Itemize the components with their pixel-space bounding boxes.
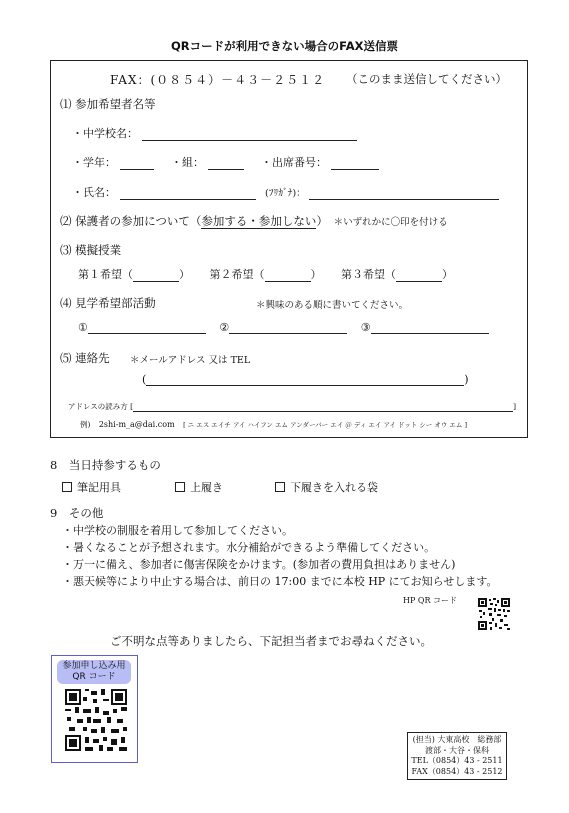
choice1-label: 第１希望（	[78, 268, 133, 281]
choice1-field[interactable]	[133, 269, 179, 282]
grade-label: ・学年：	[72, 156, 116, 169]
school-row	[72, 125, 357, 141]
name-row	[72, 184, 499, 200]
item-1	[62, 479, 121, 495]
example-row	[80, 419, 467, 430]
reading-row	[68, 401, 516, 412]
club2-field[interactable]	[229, 321, 347, 334]
hp-qr-code-icon[interactable]	[478, 598, 510, 630]
reading-close: ]	[513, 402, 517, 411]
choice3-close: ）	[442, 268, 453, 281]
choice3-label: 第３希望（	[341, 268, 396, 281]
item-2	[175, 479, 223, 495]
checkbox-icon[interactable]	[175, 482, 185, 492]
page-title: QRコードが利用できない場合のFAX送信票	[171, 39, 398, 53]
apply-qr-label-line2: QR コード	[72, 672, 116, 682]
contact-line-2: 渡部・大谷・保科	[425, 745, 489, 755]
club-choices-row	[78, 321, 489, 334]
section5-note: ＊メールアドレス 又は TEL	[130, 355, 251, 366]
section2-heading: ⑵ 保護者の参加について（	[60, 214, 202, 228]
section2-close: ）	[316, 214, 328, 228]
item-3	[275, 479, 378, 495]
seat-field[interactable]	[331, 157, 379, 170]
checkbox-icon[interactable]	[62, 482, 72, 492]
section9-heading: 9 その他	[50, 506, 104, 520]
contact-line-3: TEL（0854）43 - 2511	[411, 756, 503, 765]
contact-line-1: (担当) 大東高校 総務部	[412, 735, 502, 744]
section4-note: ＊興味のある順に書いてください。	[256, 300, 409, 311]
choice3-field[interactable]	[396, 269, 442, 282]
example-prefix: 例)	[80, 420, 91, 429]
choice1-close: ）	[179, 268, 190, 281]
class-label: ・組：	[171, 156, 204, 169]
example-reading: [ ニ エス エイチ アイ ハイフン エム アンダーバー エイ ＠ ディ エイ アイ ドット シー オウ エム ]	[183, 421, 468, 429]
reading-field[interactable]	[133, 402, 513, 412]
contact-open: (	[142, 373, 147, 386]
note-line-4: ・悪天候等により中止する場合は、前日の 17:00 までに本校 HP にてお知らせします。	[62, 575, 498, 588]
item-1-label: 筆記用具	[77, 481, 121, 494]
club3-number: ③	[360, 321, 371, 334]
fax-note: （このまま送信してください）	[346, 72, 507, 86]
hp-qr-label: HP QR コード	[403, 596, 458, 605]
section8-heading: 8 当日持参するもの	[50, 458, 161, 472]
grade-field[interactable]	[120, 157, 154, 170]
furigana-field[interactable]	[309, 187, 499, 200]
choice2-label: 第２希望（	[209, 268, 265, 281]
section4-heading: ⑷ 見学希望部活動	[60, 296, 156, 310]
choice2-close: ）	[310, 268, 322, 281]
contact-row	[142, 373, 469, 386]
club2-number: ②	[219, 321, 230, 334]
apply-qr-code-icon[interactable]	[65, 689, 127, 751]
guardian-options[interactable]: 参加する・参加しない	[201, 214, 317, 228]
name-field[interactable]	[120, 187, 256, 200]
section2-note: ＊いずれかに〇印を付ける	[333, 217, 448, 228]
apply-qr-label	[57, 660, 131, 684]
note-line-1: ・中学校の制服を着用して参加してください。	[62, 524, 293, 537]
checkbox-icon[interactable]	[275, 482, 285, 492]
name-label: ・氏名：	[72, 186, 116, 199]
lesson-choices-row	[78, 266, 453, 282]
fax-number: FAX：(０８５４）－４３－２５１２	[110, 73, 326, 87]
note-line-3: ・万一に備え、参加者に傷害保険をかけます。(参加者の費用負担はありません)	[62, 558, 456, 571]
seat-label: ・出席番号：	[261, 156, 327, 169]
club1-field[interactable]	[88, 321, 206, 334]
furigana-label: (ﾌﾘｶﾞﾅ)：	[265, 188, 306, 199]
choice2-field[interactable]	[265, 269, 311, 282]
school-field[interactable]	[142, 128, 357, 141]
section2-row	[60, 213, 448, 229]
section1-heading: ⑴ 参加希望者名等	[60, 97, 156, 111]
class-field[interactable]	[208, 157, 244, 170]
section3-heading: ⑶ 模擬授業	[60, 243, 122, 257]
reading-label: アドレスの読み方 [	[68, 402, 134, 411]
club3-field[interactable]	[371, 321, 489, 334]
item-3-label: 下履きを入れる袋	[290, 481, 378, 494]
school-label: ・中学校名：	[72, 127, 138, 140]
grade-row	[72, 154, 379, 170]
example-address: 2shi-m_a@dai.com	[98, 420, 175, 429]
inquiry-text: ご不明な点等ありましたら、下記担当者までお尋ねください。	[110, 634, 432, 648]
contact-close: )	[464, 373, 469, 386]
note-line-2: ・暑くなることが予想されます。水分補給ができるよう準備してください。	[62, 541, 436, 554]
contact-box	[407, 732, 507, 780]
contact-field[interactable]	[146, 373, 464, 386]
section5-heading: ⑸ 連絡先	[60, 351, 110, 365]
club1-number: ①	[78, 321, 88, 334]
contact-line-4: FAX（0854）43 - 2512	[411, 766, 503, 776]
item-2-label: 上履き	[190, 481, 223, 494]
apply-qr-label-line1: 参加申し込み用	[62, 661, 126, 671]
